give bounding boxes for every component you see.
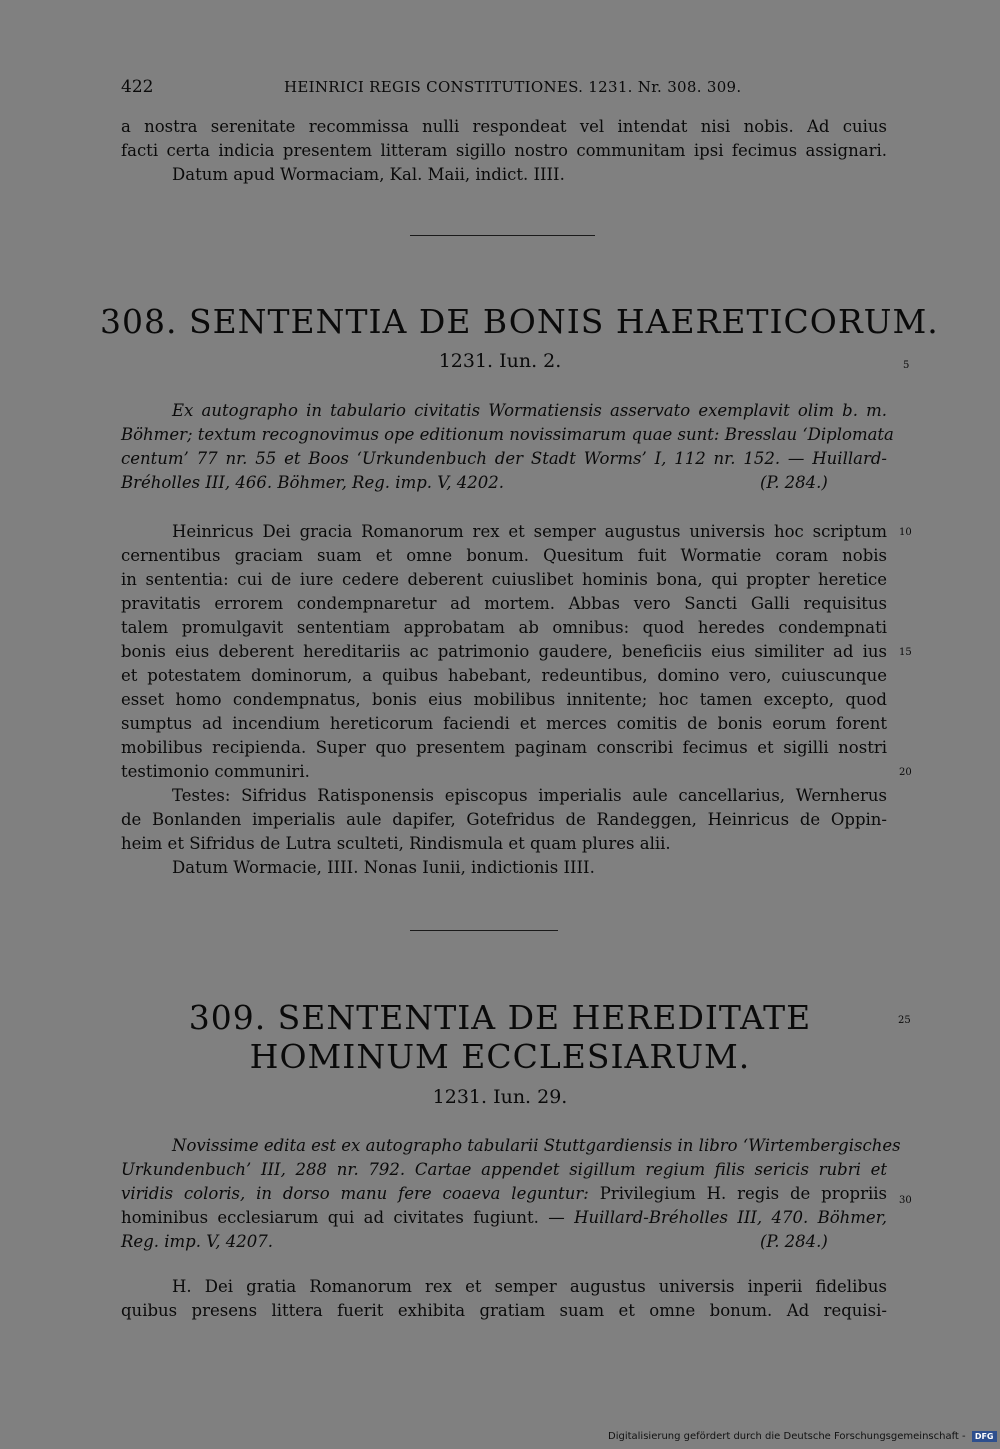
doc309-title-line2: HOMINUM ECCLESIARUM.	[249, 1037, 751, 1076]
doc308-body-line: Heinricus Dei gracia Romanorum rex et semper augustus universis hoc scriptum	[172, 522, 887, 541]
doc309-note-italic-part: — Huillard-Bréholles III, 470. Böhmer,	[548, 1208, 888, 1227]
doc308-note-line: Ex autographo in tabulario civitatis Wormatiensis asservato exemplavit olim b. m.	[172, 401, 887, 420]
doc308-testes-line: heim et Sifridus de Lutra sculteti, Rindismula et quam plures alii.	[121, 834, 671, 853]
running-title: HEINRICI REGIS CONSTITUTIONES. 1231. Nr. 308. 309.	[284, 78, 742, 96]
doc308-title: 308. SENTENTIA DE BONIS HAERETICORUM.	[100, 302, 939, 341]
doc309-note-upright-part: Privilegium H. regis de propriis	[599, 1184, 887, 1203]
doc309-note-ref: (P. 284.)	[760, 1232, 828, 1251]
doc308-body-line: cernentibus graciam suam et omne bonum. Quesitum fuit Wormatie coram nobis	[121, 546, 887, 565]
doc309-note-upright-part: hominibus ecclesiarum qui ad civitates fugiunt.	[121, 1208, 539, 1227]
margin-line-number: 15	[899, 647, 912, 658]
margin-line-number: 30	[899, 1195, 912, 1206]
doc308-body-line: testimonio communiri.	[121, 762, 310, 781]
margin-line-number: 25	[898, 1015, 911, 1026]
dfg-logo-icon: DFG	[972, 1431, 997, 1442]
section-divider	[410, 930, 558, 931]
dfg-funding-notice	[608, 1430, 997, 1444]
doc309-note-line	[121, 1184, 887, 1204]
doc308-note-line: Bréholles III, 466. Böhmer, Reg. imp. V, 4202.	[121, 473, 505, 492]
doc309-date: 1231. Iun. 29.	[432, 1086, 568, 1108]
doc309-title-line1: 309. SENTENTIA DE HEREDITATE	[188, 998, 812, 1037]
doc308-body-line: esset homo condempnatus, bonis eius mobilibus innitente; hoc tamen excepto, quod	[121, 690, 887, 709]
margin-line-number: 20	[899, 767, 912, 778]
doc309-note-line: Reg. imp. V, 4207.	[121, 1232, 273, 1251]
doc309-body-line: H. Dei gratia Romanorum rex et semper augustus universis inperii fidelibus	[172, 1277, 887, 1296]
doc308-note-line: Böhmer; textum recognovimus ope editionum novissimarum quae sunt: Bresslau ‘Diplomata	[121, 425, 894, 444]
doc308-body-line: talem promulgavit sententiam approbatam ab omnibus: quod heredes condempnati	[121, 618, 887, 637]
doc308-body-line: sumptus ad incendium hereticorum faciendi et merces comitis de bonis eorum forent	[121, 714, 887, 733]
doc308-note-line: centum’ 77 nr. 55 et Boos ‘Urkundenbuch der Stadt Worms’ I, 112 nr. 152. — Huillard-	[121, 449, 887, 468]
doc309-note-line: Urkundenbuch’ III, 288 nr. 792. Cartae appendet sigillum regium filis sericis rubri et	[121, 1160, 887, 1179]
doc309-body-line: quibus presens littera fuerit exhibita gratiam suam et omne bonum. Ad requisi-	[121, 1301, 887, 1320]
doc308-body-line: bonis eius deberent hereditariis ac patrimonio gaudere, beneficiis eius similiter ad ius	[121, 642, 887, 661]
doc308-testes-line: Testes: Sifridus Ratisponensis episcopus imperialis aule cancellarius, Wernherus	[172, 786, 887, 805]
doc308-note-ref: (P. 284.)	[760, 473, 828, 492]
doc308-body-line: et potestatem dominorum, a quibus habebant, redeuntibus, domino vero, cuiuscunque	[121, 666, 887, 685]
page-number: 422	[121, 77, 154, 97]
doc308-date: 1231. Iun. 2.	[438, 350, 562, 372]
doc308-testes-line: de Bonlanden imperialis aule dapifer, Gotefridus de Randeggen, Heinricus de Oppin-	[121, 810, 887, 829]
dfg-funding-text: Digitalisierung gefördert durch die Deutsche Forschungsgemeinschaft -	[608, 1431, 966, 1442]
margin-line-number: 10	[899, 527, 912, 538]
doc308-datum: Datum Wormacie, IIII. Nonas Iunii, indictionis IIII.	[172, 858, 595, 877]
doc308-body-line: mobilibus recipienda. Super quo presentem paginam conscribi fecimus et sigilli nostri	[121, 738, 887, 757]
doc309-note-italic-part: viridis coloris, in dorso manu fere coaeva leguntur:	[121, 1184, 589, 1203]
prev-text-line: facti certa indicia presentem litteram sigillo nostro communitam ipsi fecimus assignari.	[121, 141, 887, 160]
doc309-note-line: Novissime edita est ex autographo tabularii Stuttgardiensis in libro ‘Wirtembergisches	[172, 1136, 901, 1155]
doc309-note-line	[121, 1208, 887, 1228]
prev-text-line: a nostra serenitate recommissa nulli respondeat vel intendat nisi nobis. Ad cuius	[121, 117, 887, 136]
margin-line-number: 5	[903, 360, 910, 371]
prev-datum-line: Datum apud Wormaciam, Kal. Maii, indict. IIII.	[172, 165, 565, 184]
doc308-body-line: in sententia: cui de iure cedere deberent cuiuslibet hominis bona, qui propter heretice	[121, 570, 887, 589]
section-divider	[410, 235, 595, 236]
doc308-body-line: pravitatis errorem condempnaretur ad mortem. Abbas vero Sancti Galli requisitus	[121, 594, 887, 613]
